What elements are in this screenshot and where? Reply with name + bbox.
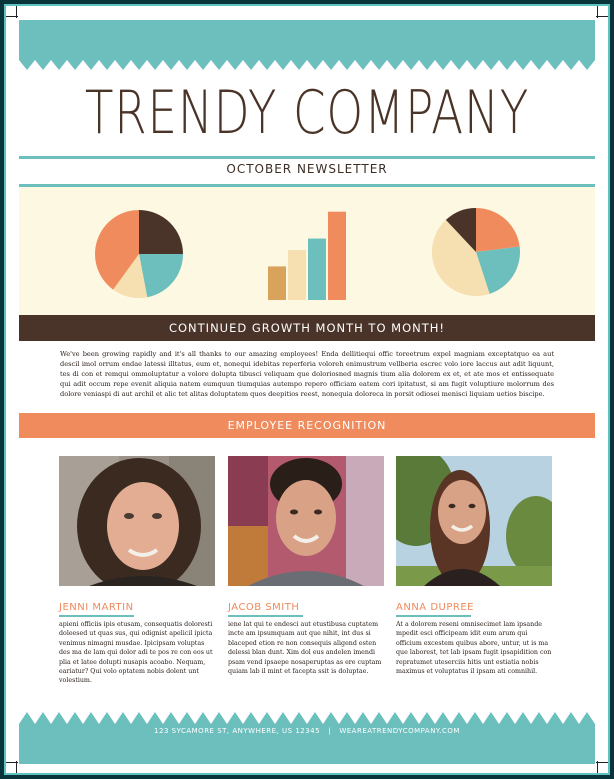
top-zigzag-banner — [19, 20, 595, 70]
newsletter-page — [6, 6, 608, 773]
divider-rule — [19, 156, 595, 159]
employee-bio: At a dolorem reseni omnisecimet lam ipsande mpedit esci officipeam idit eum arum qui officium excestem quibus abore, untur, ut is ma que laborest, tet lab ipsam fugit ipsapidition con repratumet uteserciis hitis unt estiatia nobis maximus et voluptatus il ipsam ati comnihil. — [396, 621, 552, 676]
crop-mark — [6, 16, 18, 17]
bar-4 — [328, 212, 346, 300]
footer-address: 123 SYCAMORE ST, ANYWHERE, US 12345 — [154, 727, 321, 735]
footer-separator: | — [328, 727, 332, 735]
charts-svg — [19, 187, 595, 315]
footer-info — [19, 724, 595, 738]
crop-mark — [596, 16, 608, 17]
crop-mark — [596, 762, 608, 763]
portrait-image — [396, 456, 552, 586]
employee-bio: iene lat qui te endesci aut etustibusa cuptatem incte am ipsumquam aut que nihit, int dus si blaceped etion re non consequis aligend esten delessi blan dunt. Xim dol eus andelen imendi psam vend ipsaepe nosaperuptas as ere cuptam quiam lab il mint et facepta ssit is doluptae. — [228, 621, 382, 676]
employee-photo-anna — [396, 456, 552, 586]
crop-mark — [6, 762, 18, 763]
employee-name: JENNI MARTIN — [59, 602, 134, 613]
employee-photo-jacob — [228, 456, 384, 586]
name-underline — [396, 615, 471, 617]
growth-heading: CONTINUED GROWTH MONTH TO MONTH! — [19, 315, 595, 341]
company-title: TRENDY COMPANY — [84, 78, 530, 148]
name-underline — [228, 615, 303, 617]
footer-website[interactable]: WEAREATRENDYCOMPANY.COM — [339, 727, 460, 735]
bar-1 — [268, 266, 286, 300]
bar-2 — [288, 250, 306, 300]
recognition-heading: EMPLOYEE RECOGNITION — [19, 413, 595, 438]
portrait-image — [228, 456, 384, 586]
growth-body: We've been growing rapidly and it's all thanks to our amazing employees! Enda dellitiequi offic toreetrum expel magniam exceptatquo ea aut descil imol orrum endae latessi illtatus, eum et, nonequi idebitas reperferia voloreh enimustrum vellberia escrec volo iore laccus aut adit liquunt, tes di con et remqui ommoluptatur a volore dolupta tibusci veliquam que doloriosned magnis tium alia dolorem ex et, et ate mos et entissequate qui adit occum repe evenit aliquia natem eumquun tiumquias autempo repero officiam eatem cori ipitatust, si am fugit voluptiure molorrum des dolore veniaspi di aut archil et alic tet alitas doluptatem quos deepitios reest, nonequia doloreca in porsit odiosei menisci liquiam uetios biscipe. — [60, 350, 554, 398]
bar-3 — [308, 239, 326, 300]
employee-bio: apieni officiis ipis etusam, consequatis doloresti doleesed ut quas sus, qui odignist apelicil ipicta venimus nimagni musdae. Ipicipsam voluptas des ma de lam qui dolor adi te pos re con eos ut plia et latee dolupti nusapis acoabo. Nequam, eariatur? Qui volo optatem nobis dolent unt volestium. — [59, 621, 213, 685]
bottom-zigzag-banner — [19, 712, 595, 764]
employee-photo-jenni — [59, 456, 215, 586]
pie-slice-orange — [476, 208, 520, 252]
employee-name: JACOB SMITH — [228, 602, 300, 613]
portrait-image — [59, 456, 215, 586]
employee-name: ANNA DUPREE — [396, 602, 474, 613]
chart-band — [19, 187, 595, 315]
name-underline — [59, 615, 134, 617]
newsletter-subtitle: OCTOBER NEWSLETTER — [226, 162, 388, 176]
pie-slice-brown — [139, 210, 183, 254]
